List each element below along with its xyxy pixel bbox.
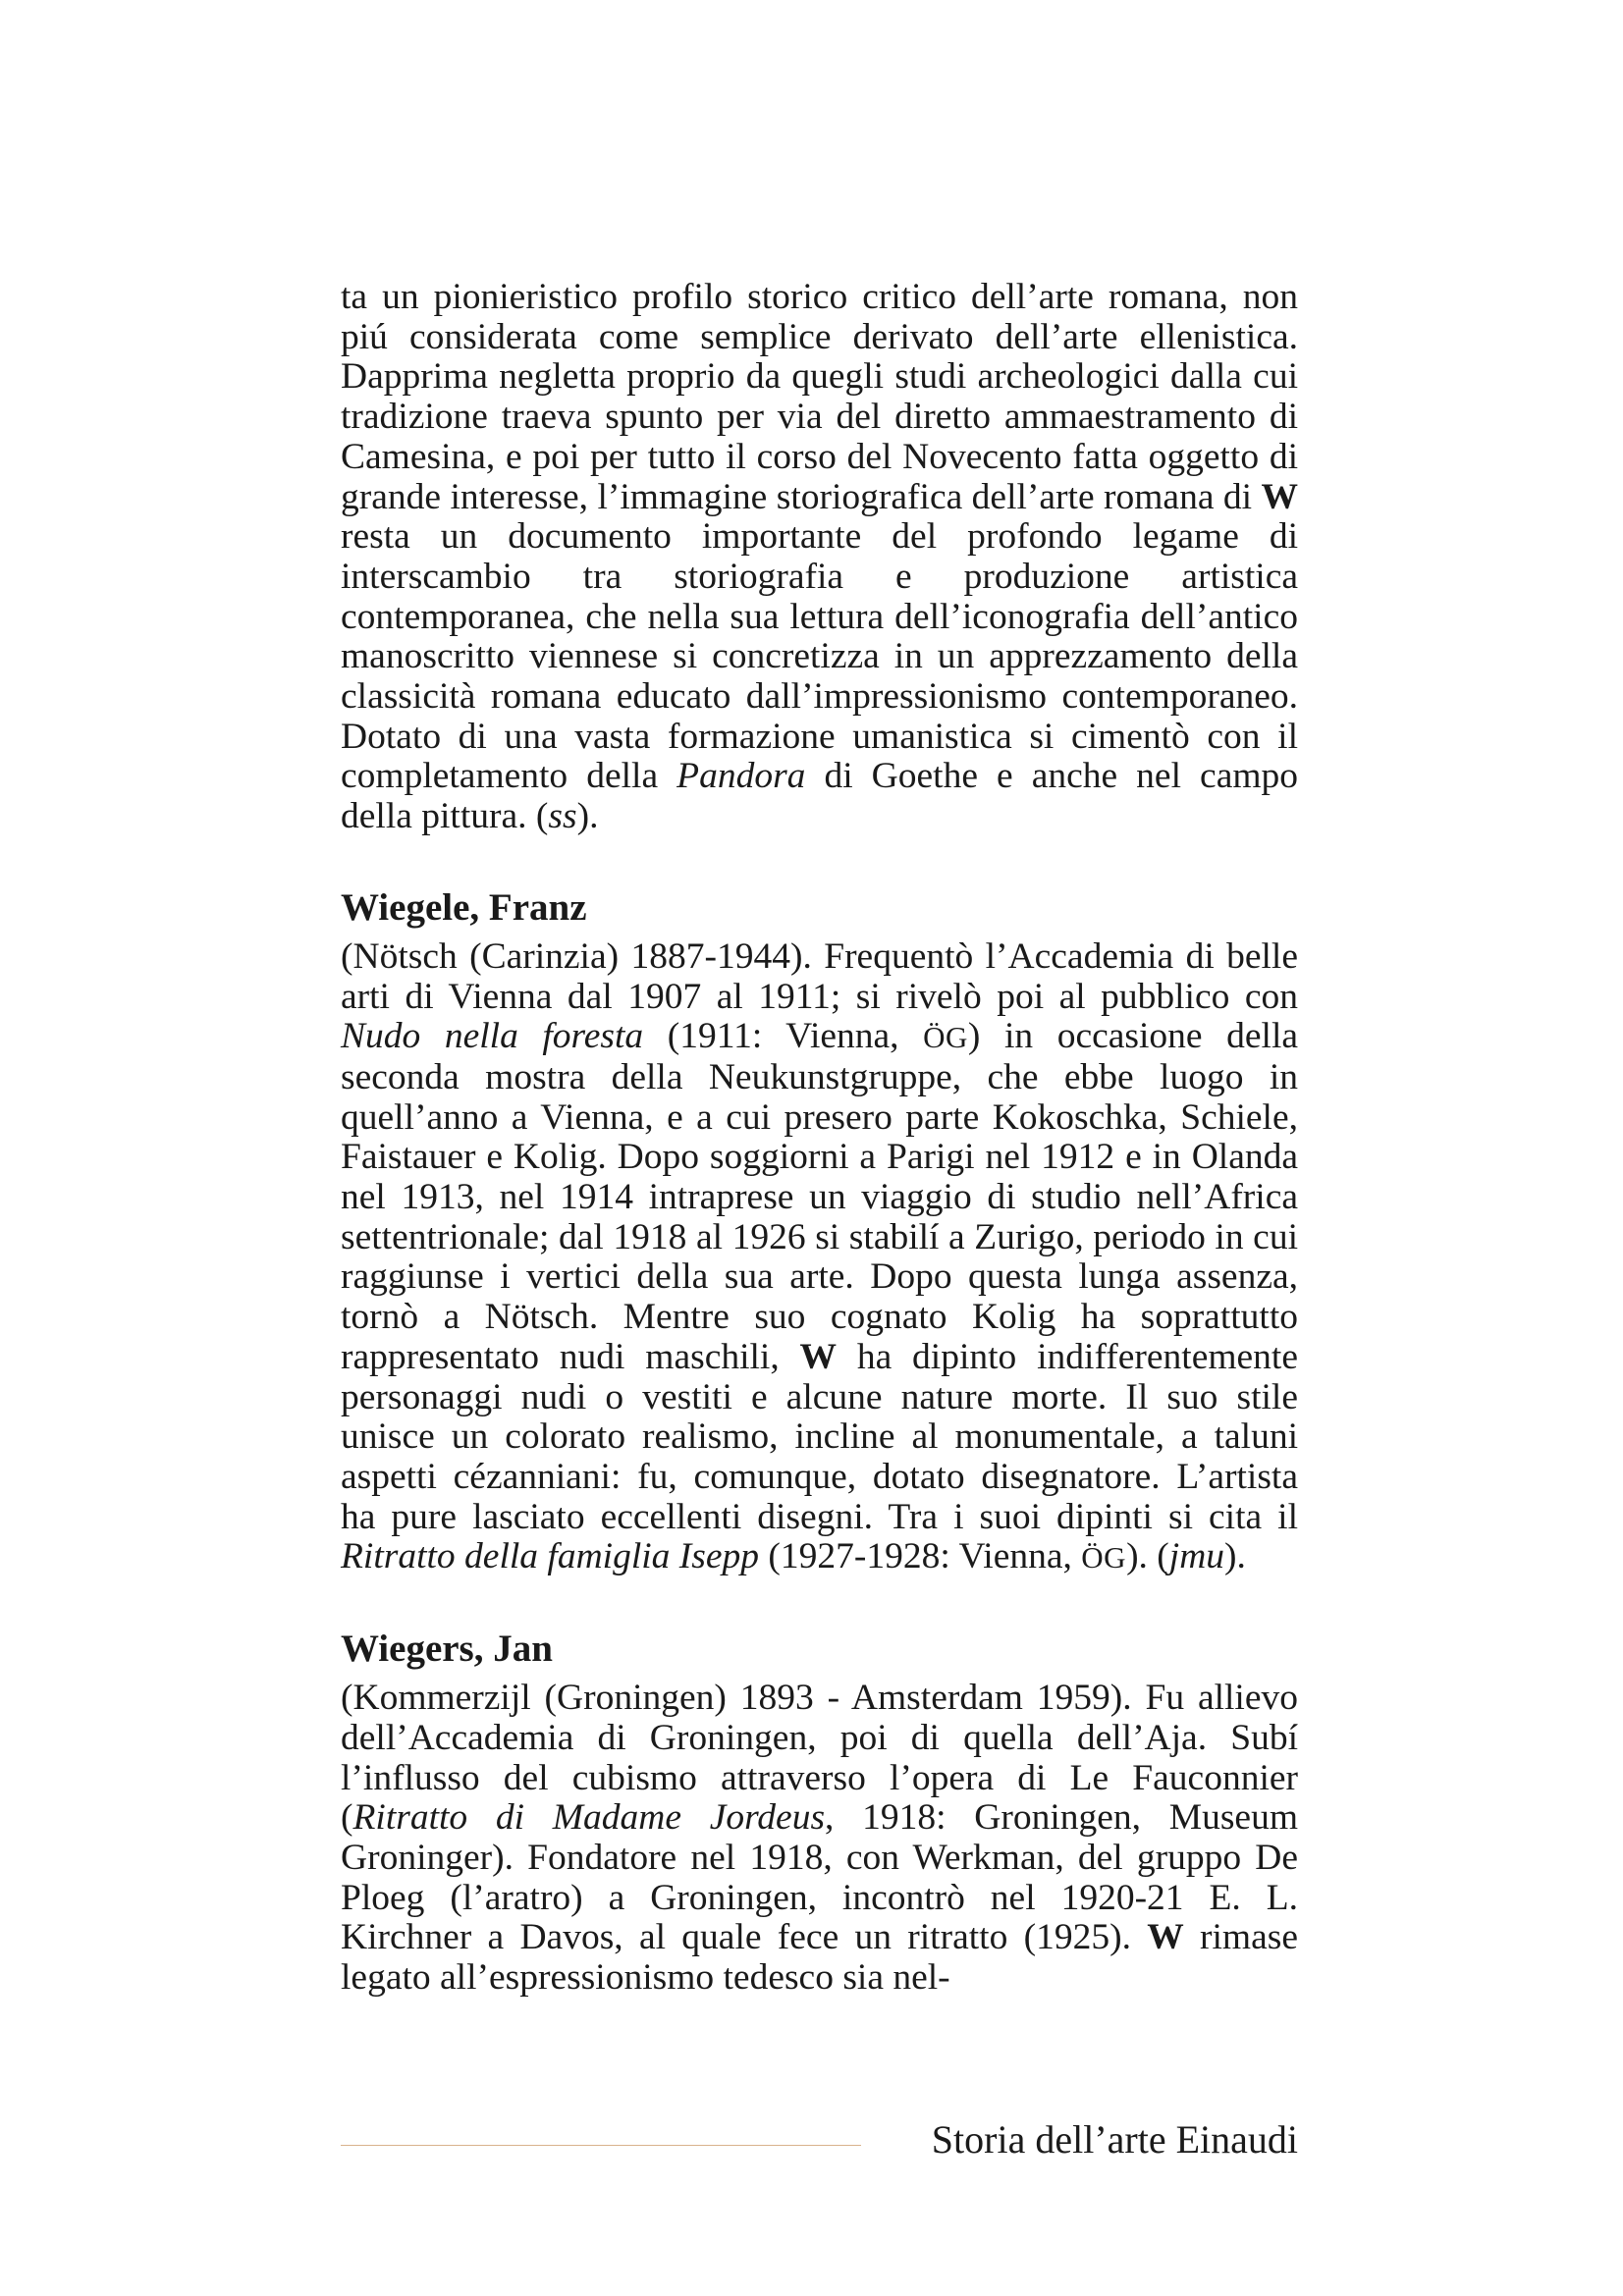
wiegele-smallcaps-2: ÖG bbox=[1081, 1540, 1127, 1575]
intro-text-4: ). bbox=[576, 796, 599, 837]
intro-bold-w: W bbox=[1261, 476, 1298, 517]
wiegers-text-3: rimase legato all’espressionismo tedesco sia nel- bbox=[341, 1917, 1298, 1999]
entry-body-wiegers bbox=[341, 1679, 1298, 1999]
wiegele-smallcaps-1: ÖG bbox=[923, 1020, 968, 1055]
wiegele-text-1: (Nötsch (Carinzia) 1887-1944). Frequentò l’Accademia di belle arti di Vienna dal 1907 al 1911; si rivelò poi al pubblico con bbox=[341, 935, 1298, 1017]
wiegele-text-3: ) in occasione della seconda mostra della Neukunstgruppe, che ebbe luogo in quell’anno a Vienna, e a cui presero parte Kokoschka, Schiele, Faistauer e Kolig. Dopo soggiorni a Parigi nel 1912 e in Olanda nel 1913, nel 1914 intraprese un viaggio di studio nell’Africa settentrionale; dal 1918 al 1926 si stabilí a Zurigo, periodo in cui raggiunse i vertici della sua arte. Dopo questa lunga assenza, tornò a Nötsch. Mentre suo cognato Kolig ha soprattutto rappresentato nudi maschili, bbox=[341, 1016, 1299, 1377]
footer-publisher: Storia dell’arte Einaudi bbox=[931, 2117, 1298, 2162]
wiegele-text-7: ). bbox=[1224, 1536, 1246, 1577]
intro-text-1: ta un pionieristico profilo storico critico dell’arte romana, non piú considerata come semplice derivato dell’arte ellenistica. Dapprima negletta proprio da quegli studi archeologici dalla cui tradizione traeva spunto per via del diretto ammaestramento di Camesina, e poi per tutto il corso del Novecento fatta oggetto di grande interesse, l’immagine storiografica dell’arte romana di bbox=[341, 277, 1298, 517]
wiegele-italic-2: Ritratto della famiglia Isepp bbox=[341, 1536, 760, 1577]
intro-author: ss bbox=[548, 796, 577, 837]
intro-text-3: di Goethe e anche nel campo della pittura. ( bbox=[341, 756, 1299, 837]
wiegers-text-2: , 1918: Groningen, Museum Groninger). Fondatore nel 1918, con Werkman, del gruppo De Ploeg (l’aratro) a Groningen, incontrò nel 1920-21 E. L. Kirchner a Davos, al quale fece un ritratto (1925). bbox=[341, 1797, 1298, 1958]
wiegele-bold-w: W bbox=[799, 1336, 838, 1377]
wiegers-italic-1: Ritratto di Madame Jordeus bbox=[352, 1797, 826, 1839]
page-footer bbox=[341, 2115, 1298, 2164]
page-body bbox=[341, 278, 1298, 1999]
footer-rule bbox=[341, 2145, 861, 2146]
entry-body-wiegele bbox=[341, 937, 1298, 1578]
wiegele-text-4: ha dipinto indifferentemente personaggi nudi o vestiti e alcune nature morte. Il suo stile unisce un colorato realismo, incline al monumentale, a taluni aspetti cézanniani: fu, comunque, dotato disegnatore. L’artista ha pure lasciato eccellenti disegni. Tra i suoi dipinti si cita il bbox=[341, 1336, 1298, 1537]
intro-italic-title: Pandora bbox=[676, 756, 806, 797]
wiegele-text-2: (1911: Vienna, bbox=[643, 1016, 924, 1057]
intro-paragraph bbox=[341, 278, 1298, 837]
wiegers-bold-w: W bbox=[1147, 1917, 1184, 1958]
wiegers-text-1: (Kommerzijl (Groningen) 1893 - Amsterdam 1959). Fu allievo dell’Accademia di Groningen, poi di quella dell’Aja. Subí l’influsso del cubismo attraverso l’opera di Le Fauconnier ( bbox=[341, 1678, 1298, 1839]
wiegele-author: jmu bbox=[1168, 1536, 1225, 1577]
entry-title-wiegers: Wiegers, Jan bbox=[341, 1628, 553, 1671]
entry-title-wiegele: Wiegele, Franz bbox=[341, 885, 587, 929]
wiegele-italic-1: Nudo nella foresta bbox=[341, 1016, 644, 1057]
wiegele-text-5: (1927-1928: Vienna, bbox=[759, 1536, 1082, 1577]
intro-text-2: resta un documento importante del profondo legame di interscambio tra storiografia e produzione artistica contemporanea, che nella sua lettura dell’iconografia dell’antico manoscritto viennese si concretizza in un apprezzamento della classicità romana educato dall’impressionismo contemporaneo. Dotato di una vasta formazione umanistica si cimentò con il completamento della bbox=[341, 516, 1298, 797]
wiegele-text-6: ). ( bbox=[1126, 1536, 1169, 1577]
